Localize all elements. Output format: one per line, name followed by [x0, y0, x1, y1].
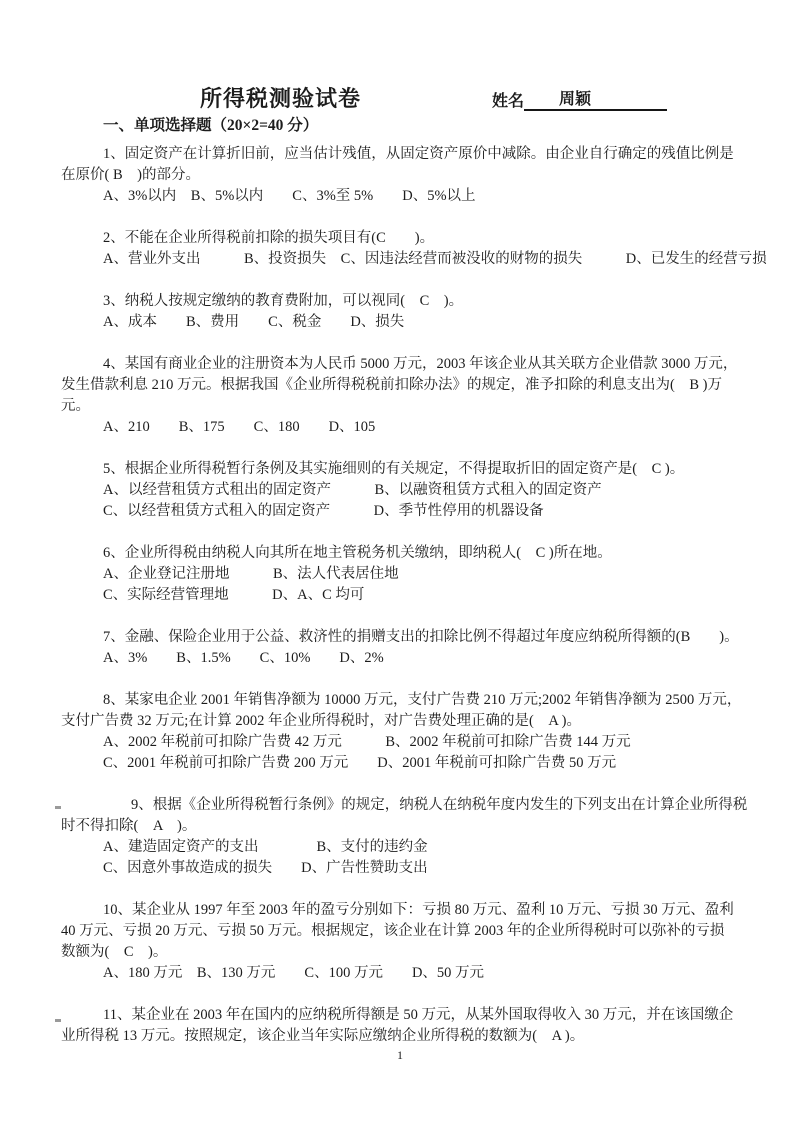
page-number: 1 [397, 1048, 403, 1062]
question-6-options: A、企业登记注册地 B、法人代表居住地 [103, 566, 399, 582]
question-8-options: C、2001 年税前可扣除广告费 200 万元 D、2001 年税前可扣除广告费 50 万元 [103, 755, 617, 771]
scan-artifact [55, 1019, 61, 1022]
question-8-stem: 支付广告费 32 万元;在计算 2002 年企业所得税时，对广告费处理正确的是( A )。 [61, 713, 581, 729]
question-2 [61, 228, 767, 270]
question-11-stem: 11、某企业在 2003 年在国内的应纳税所得额是 50 万元，从某外国取得收入 30 万元，并在该国缴企 [103, 1007, 734, 1023]
page-title: 所得税测验试卷 [200, 86, 362, 111]
question-4-options: A、210 B、175 C、180 D、105 [103, 419, 376, 435]
question-8-options: A、2002 年税前可扣除广告费 42 万元 B、2002 年税前可扣除广告费 144 万元 [103, 734, 631, 750]
question-7-options: A、3% B、1.5% C、10% D、2% [103, 650, 384, 666]
question-5-options: A、以经营租赁方式租出的固定资产 B、以融资租赁方式租入的固定资产 [103, 482, 602, 498]
question-9 [61, 795, 751, 879]
question-3 [61, 291, 751, 333]
question-9-options: C、因意外事故造成的损失 D、广告性赞助支出 [103, 860, 428, 876]
question-8-stem: 8、某家电企业 2001 年销售净额为 10000 万元，支付广告费 210 万元;2002 年销售净额为 2500 万元， [103, 692, 742, 708]
name-label: 姓名 [492, 93, 525, 110]
question-1-stem: 1、固定资产在计算折旧前，应当估计残值，从固定资产原价中减除。由企业自行确定的残值比例是 [103, 146, 734, 162]
question-4-stem: 发生借款利息 210 万元。根据我国《企业所得税税前扣除办法》的规定，准予扣除的利息支出为( B )万 [61, 377, 722, 393]
question-4 [61, 354, 751, 438]
name-value: 周颖 [559, 91, 592, 108]
question-3-options: A、成本 B、费用 C、税金 D、损失 [103, 314, 405, 330]
name-block [492, 88, 667, 111]
section-heading: 一、单项选择题（20×2=40 分） [103, 117, 319, 134]
question-10 [61, 900, 751, 984]
question-9-stem: 时不得扣除( A )。 [61, 818, 197, 834]
question-5 [61, 459, 751, 522]
question-5-stem: 5、根据企业所得税暂行条例及其实施细则的有关规定，不得提取折旧的固定资产是( C )。 [103, 461, 685, 477]
question-10-stem: 10、某企业从 1997 年至 2003 年的盈亏分别如下：亏损 80 万元、盈利 10 万元、亏损 30 万元、盈利 [103, 902, 734, 918]
question-7-stem: 7、金融、保险企业用于公益、救济性的捐赠支出的扣除比例不得超过年度应纳税所得额的(B )。 [103, 629, 739, 645]
question-1-options: A、3%以内 B、5%以内 C、3%至 5% D、5%以上 [103, 188, 476, 204]
question-8 [61, 690, 751, 774]
question-11 [61, 1005, 751, 1047]
question-1-stem: 在原价( B )的部分。 [61, 167, 200, 183]
question-2-stem: 2、不能在企业所得税前扣除的损失项目有(C )。 [103, 230, 435, 246]
scan-artifact [55, 806, 61, 809]
question-7 [61, 627, 751, 669]
question-6 [61, 543, 751, 606]
question-5-options: C、以经营租赁方式租入的固定资产 D、季节性停用的机器设备 [103, 503, 544, 519]
question-6-stem: 6、企业所得税由纳税人向其所在地主管税务机关缴纳，即纳税人( C )所在地。 [103, 545, 612, 561]
question-2-options: A、营业外支出 B、投资损失 C、因违法经营而被没收的财物的损失 D、已发生的经营亏损 [103, 251, 767, 267]
question-list [61, 144, 767, 1068]
question-3-stem: 3、纳税人按规定缴纳的教育费附加，可以视同( C )。 [103, 293, 464, 309]
question-1 [61, 144, 751, 207]
question-10-stem: 数额为( C )。 [61, 944, 168, 960]
question-11-stem: 业所得税 13 万元。按照规定，该企业当年实际应缴纳企业所得税的数额为( A )。 [61, 1028, 585, 1044]
name-underline-field [524, 90, 667, 111]
question-6-options: C、实际经营管理地 D、A、C 均可 [103, 587, 365, 603]
question-10-options: A、180 万元 B、130 万元 C、100 万元 D、50 万元 [103, 965, 485, 981]
question-9-options: A、建造固定资产的支出 B、支付的违约金 [103, 839, 428, 855]
question-9-stem: 9、根据《企业所得税暂行条例》的规定，纳税人在纳税年度内发生的下列支出在计算企业所得税 [131, 797, 748, 813]
question-10-stem: 40 万元、亏损 20 万元、亏损 50 万元。根据规定，该企业在计算 2003 年的企业所得税时可以弥补的亏损 [61, 923, 725, 939]
question-4-stem: 元。 [61, 398, 90, 414]
question-4-stem: 4、某国有商业企业的注册资本为人民币 5000 万元，2003 年该企业从其关联方企业借款 3000 万元， [103, 356, 738, 372]
